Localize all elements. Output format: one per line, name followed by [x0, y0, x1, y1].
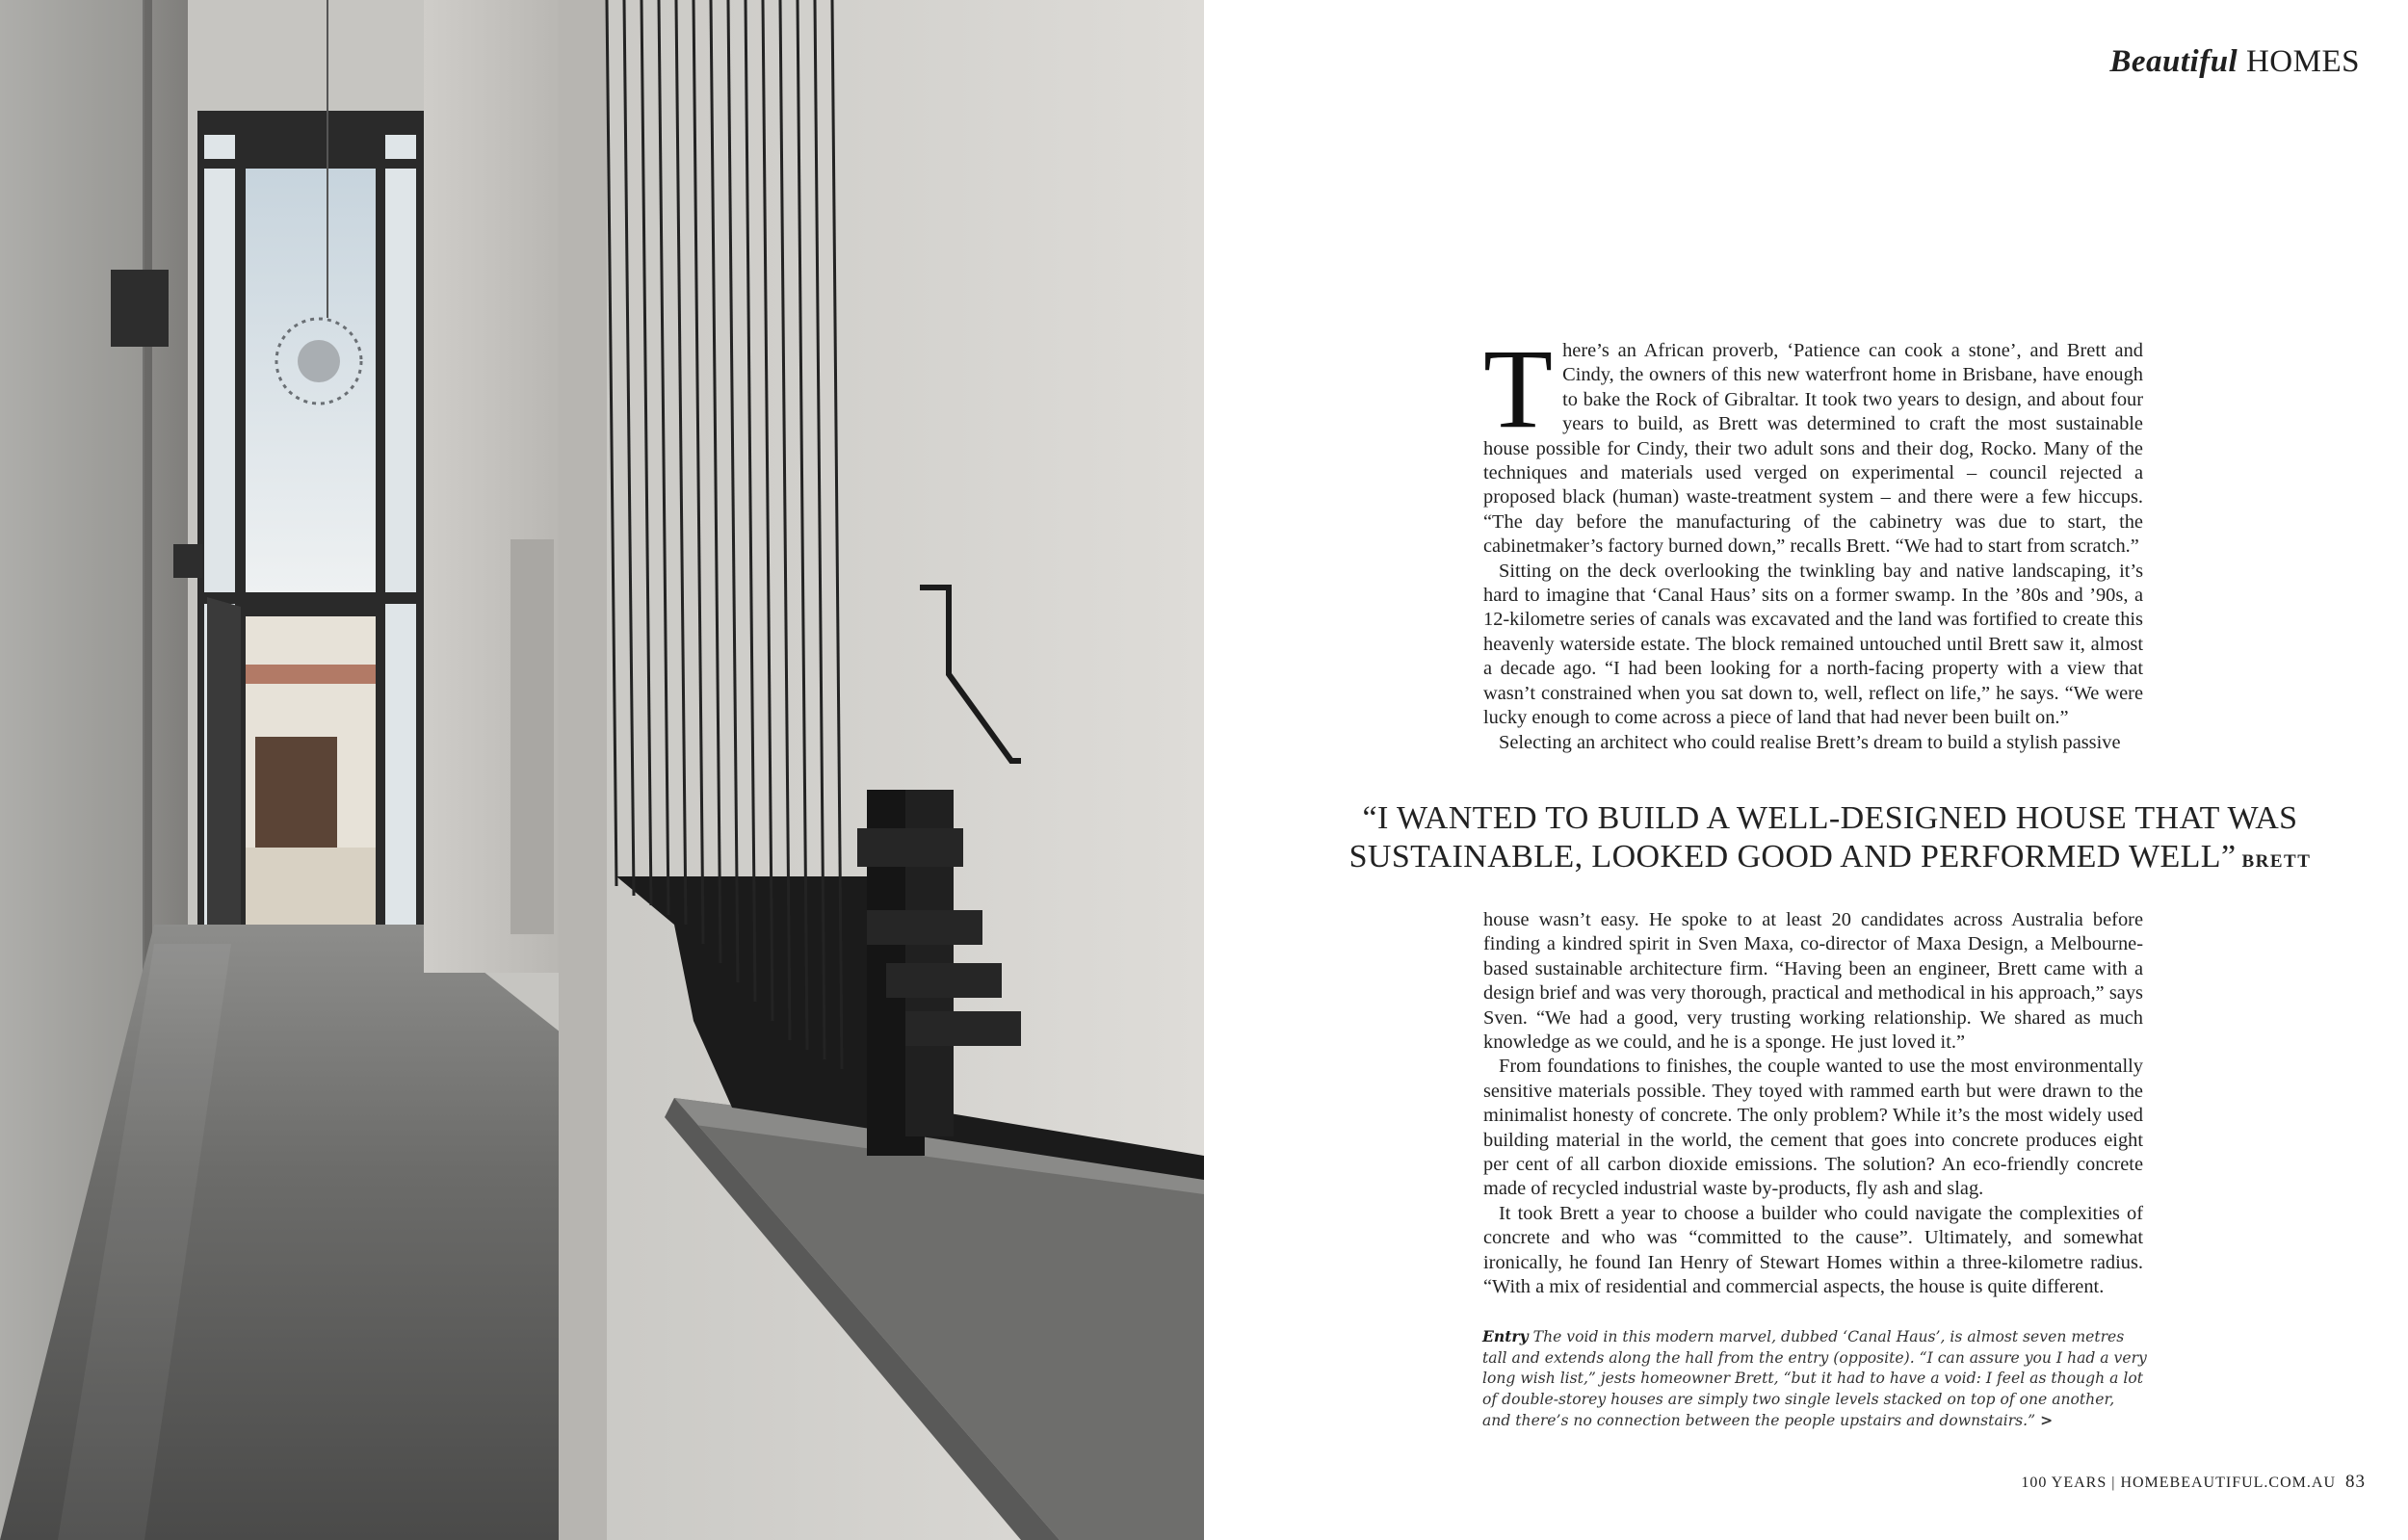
article-paragraph-3-start: Selecting an architect who could realise Brett’s dream to build a stylish passive: [1499, 731, 2121, 753]
folio-text: 100 YEARS | HOMEBEAUTIFUL.COM.AU: [2021, 1475, 2336, 1491]
pull-quote-line-2: SUSTAINABLE, LOOKED GOOD AND PERFORMED WELL”: [1348, 839, 2237, 874]
masthead-section-word: HOMES: [2245, 44, 2360, 79]
paragraph-1-text: here’s an African proverb, ‘Patience can cook a stone’, and Brett and Cindy, the owners of this new waterfront home in Brisbane, have enough to bake the Rock of Gibraltar. It took two years to design, and about four years to build, as Brett was determined to craft the most sustainable house possible for Cindy, their two adult sons and their dog, Rocko. Many of the techniques and materials used verged on experimental – council rejected a proposed black (human) waste-treatment system – and there were a few hiccups. “The day before the manufacturing of the cabinetry was due to start, the cabinetmaker’s factory burned down,” recalls Brett. “We had to start from scratch.”: [1483, 340, 2143, 558]
article-paragraph-2: Sitting on the deck overlooking the twinkling bay and native landscaping, it’s hard to imagine that ‘Canal Haus’ sits on a former swamp. In the ’80s and ’90s, a 12-kilometre series of canals was excavated and the land was fortified to create this heavenly waterside estate. The block remained untouched until Brett saw it, almost a decade ago. “I had been looking for a north-facing property with a view that wasn’t constrained when you sat down to, well, reflect on life,” he says. “We were lucky enough to come across a piece of land that had never been built on.”: [1483, 560, 2143, 729]
pull-quote-line-1: “I WANTED TO BUILD A WELL-DESIGNED HOUSE THAT WAS: [1362, 800, 2298, 836]
article-column-bottom: [1483, 908, 2143, 1300]
continue-arrow-icon: >: [2040, 1411, 2054, 1430]
article-page: [1204, 0, 2408, 1540]
article-paragraph-5: It took Brett a year to choose a builder who could navigate the complexities of concrete and who was “committed to the cause”. Ultimately, and somewhat ironically, he found Ian Henry of Stewart Homes within a three-kilometre radius. “With a mix of residential and commercial aspects, the house is quite different.: [1483, 1202, 2143, 1298]
pull-quote: [1348, 799, 2312, 881]
article-paragraph-3-continued: house wasn’t easy. He spoke to at least 20 candidates across Australia before finding a kindred spirit in Sven Maxa, co-director of Maxa Design, a Melbourne-based sustainable architecture firm. “Having been an engineer, Brett came with a design brief and was very thorough, practical and methodical in his approach,” says Sven. “We had a good, very trusting working relationship. We shared as much knowledge as we could, and he is a sponge. He just loved it.”: [1483, 909, 2143, 1054]
article-paragraph-4: From foundations to finishes, the couple wanted to use the most environmentally sensitive materials possible. They toyed with rammed earth but were drawn to the minimalist honesty of concrete. The only problem? While it’s the most widely used building material in the world, the cement that goes into concrete produces eight per cent of all carbon dioxide emissions. The solution? An eco-friendly concrete made of recycled industrial waste by-products, fly ash and slag.: [1483, 1056, 2143, 1200]
article-column-top: [1483, 326, 2143, 755]
caption-lead: Entry: [1482, 1327, 1529, 1345]
article-paragraph-1: [1483, 326, 2143, 560]
caption-text: The void in this modern marvel, dubbed ‘Canal Haus’, is almost seven metres tall and extends along the hall from the entry (opposite). “I can assure you I had a very long wish list,” jests homeowner Brett, “but it had to have a void: I feel as though a lot of double-storey houses are simply two single levels stacked on top of one another, and there’s no connection between the people upstairs and downstairs.”: [1482, 1328, 2147, 1430]
photo-caption: [1482, 1326, 2147, 1432]
masthead-script-word: Beautiful: [2109, 44, 2238, 79]
magazine-masthead: [2109, 44, 2360, 80]
pull-quote-attribution: BRETT: [2241, 851, 2312, 872]
drop-cap: T: [1483, 326, 1554, 452]
page-number: 83: [2345, 1472, 2366, 1492]
page-folio: [2021, 1472, 2366, 1493]
